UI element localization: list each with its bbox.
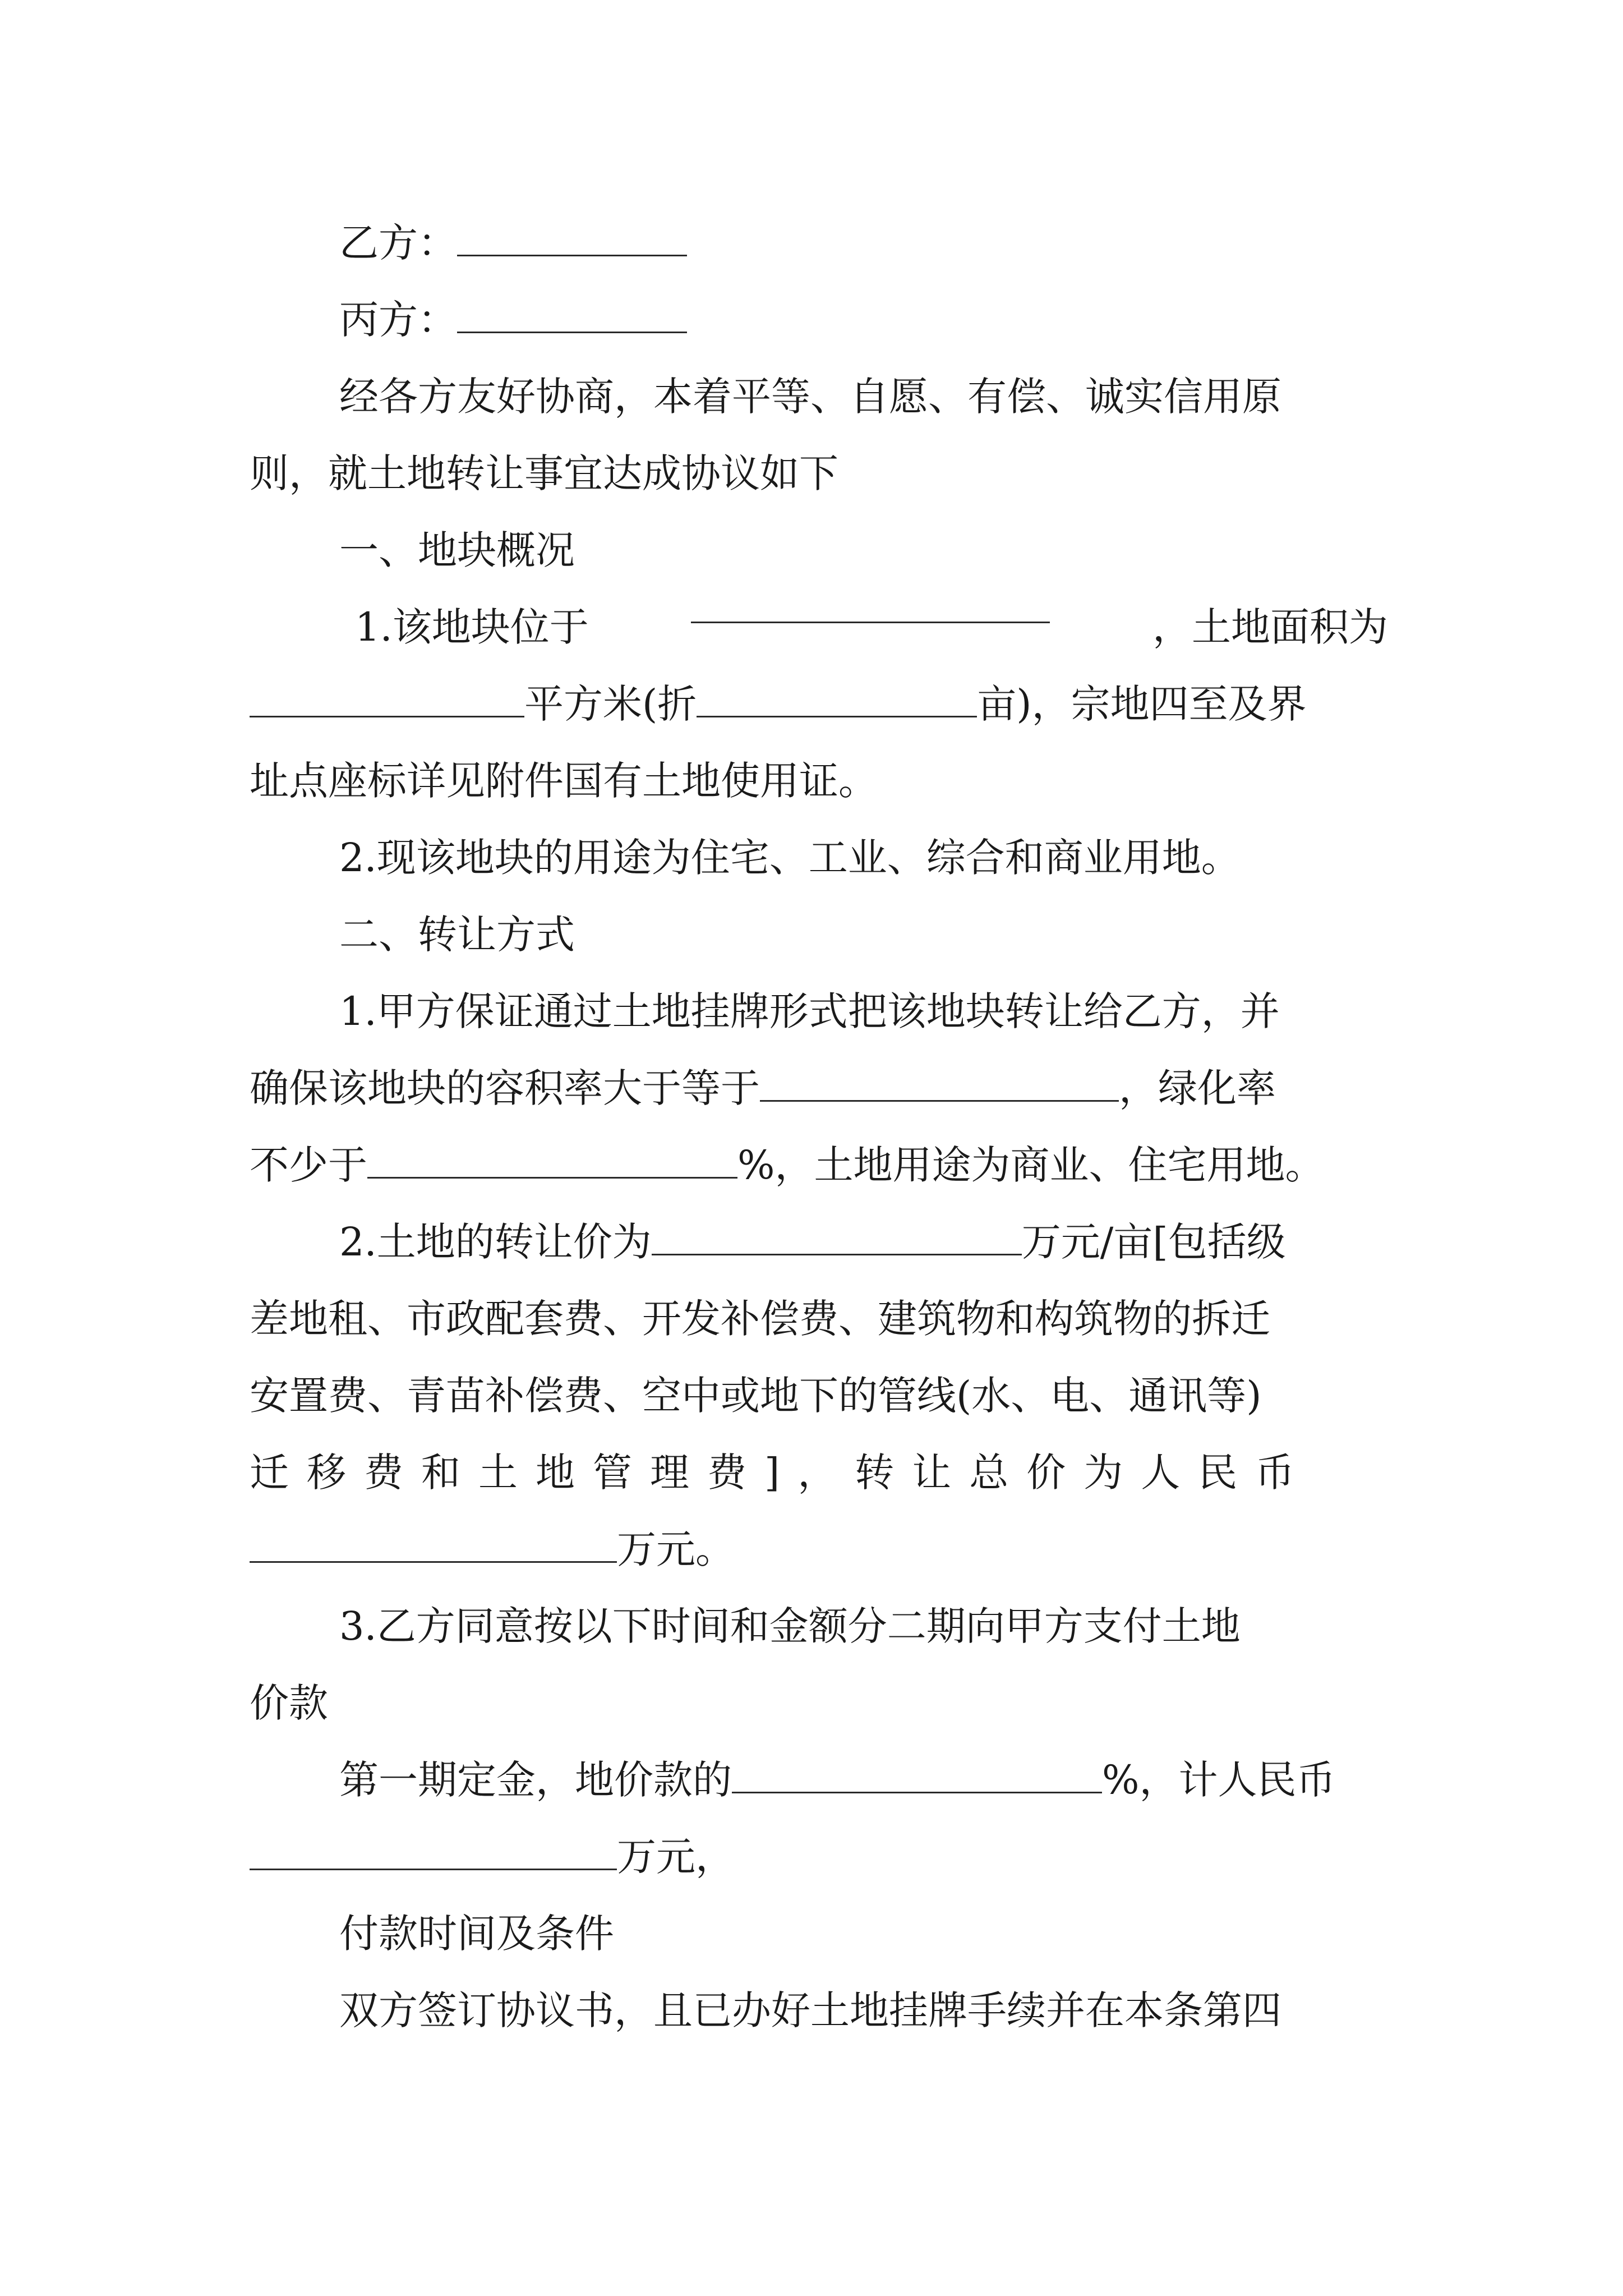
s1-1-line-2: 平方米(折 亩)，宗地四至及界 <box>250 666 1388 743</box>
deposit-amount-blank[interactable] <box>250 1836 617 1870</box>
s2-2-line-4: 迁移费和土地管理费]，转让总价为人民币 <box>250 1450 1313 1496</box>
s2-2-line-5: 万元。 <box>250 1511 1388 1588</box>
section-1-heading: 一、地块概况 <box>339 527 575 573</box>
s2-2-line-3: 安置费、青苗补偿费、空中或地下的管线(水、电、通讯等) <box>250 1373 1262 1419</box>
price-per-mu-blank[interactable] <box>652 1221 1022 1255</box>
s1-1-line-3: 址点座标详见附件国有土地使用证。 <box>250 758 878 804</box>
total-price-blank[interactable] <box>250 1529 617 1563</box>
s2-1-line-2: 确保该地块的容积率大于等于 ，绿化率 <box>250 1065 1276 1111</box>
s2-3-line-6: 双方签订协议书，且已办好土地挂牌手续并在本条第四 <box>339 1987 1281 2033</box>
s2-1-line-1: 1.甲方保证通过土地挂牌形式把该地块转让给乙方，并 <box>339 988 1280 1034</box>
intro-line-1: 经各方友好协商，本着平等、自愿、有偿、诚实信用原 <box>339 374 1281 420</box>
plot-ratio-blank[interactable] <box>760 1068 1119 1102</box>
s2-3-line-2: 价款 <box>250 1680 328 1726</box>
area-sqm-blank[interactable] <box>250 683 524 717</box>
s2-3-line-5: 付款时间及条件 <box>339 1911 614 1957</box>
area-mu-blank[interactable] <box>697 683 977 717</box>
party-c-line: 丙方： <box>250 282 1388 358</box>
s2-3-line-1: 3.乙方同意按以下时间和金额分二期向甲方支付土地 <box>339 1603 1241 1649</box>
intro-line-2: 则，就土地转让事宜达成协议如下 <box>250 450 838 496</box>
party-b-line: 乙方： <box>250 205 1388 282</box>
location-blank[interactable] <box>691 589 1050 623</box>
s2-1-line-3: 不少于 %，土地用途为商业、住宅用地。 <box>250 1142 1325 1188</box>
s2-2-line-1: 2.土地的转让价为 万元/亩[包括级 <box>339 1219 1286 1265</box>
s2-3-line-4: 万元， <box>250 1819 1388 1895</box>
section-2-heading: 二、转让方式 <box>339 912 575 958</box>
deposit-percent-blank[interactable] <box>732 1759 1102 1793</box>
green-rate-blank[interactable] <box>367 1144 737 1179</box>
party-b-blank[interactable] <box>457 222 687 256</box>
s2-2-line-2: 差地租、市政配套费、开发补偿费、建筑物和构筑物的拆迁 <box>250 1296 1270 1342</box>
document-body <box>250 205 1388 2049</box>
s1-2-line: 2.现该地块的用途为住宅、工业、综合和商业用地。 <box>339 835 1241 881</box>
party-c-blank[interactable] <box>457 299 687 333</box>
s2-3-line-3: 第一期定金，地价款的 %，计人民币 <box>339 1757 1336 1803</box>
s1-1-line-1: 1.该地块位于 ，土地面积为 <box>250 589 1388 666</box>
